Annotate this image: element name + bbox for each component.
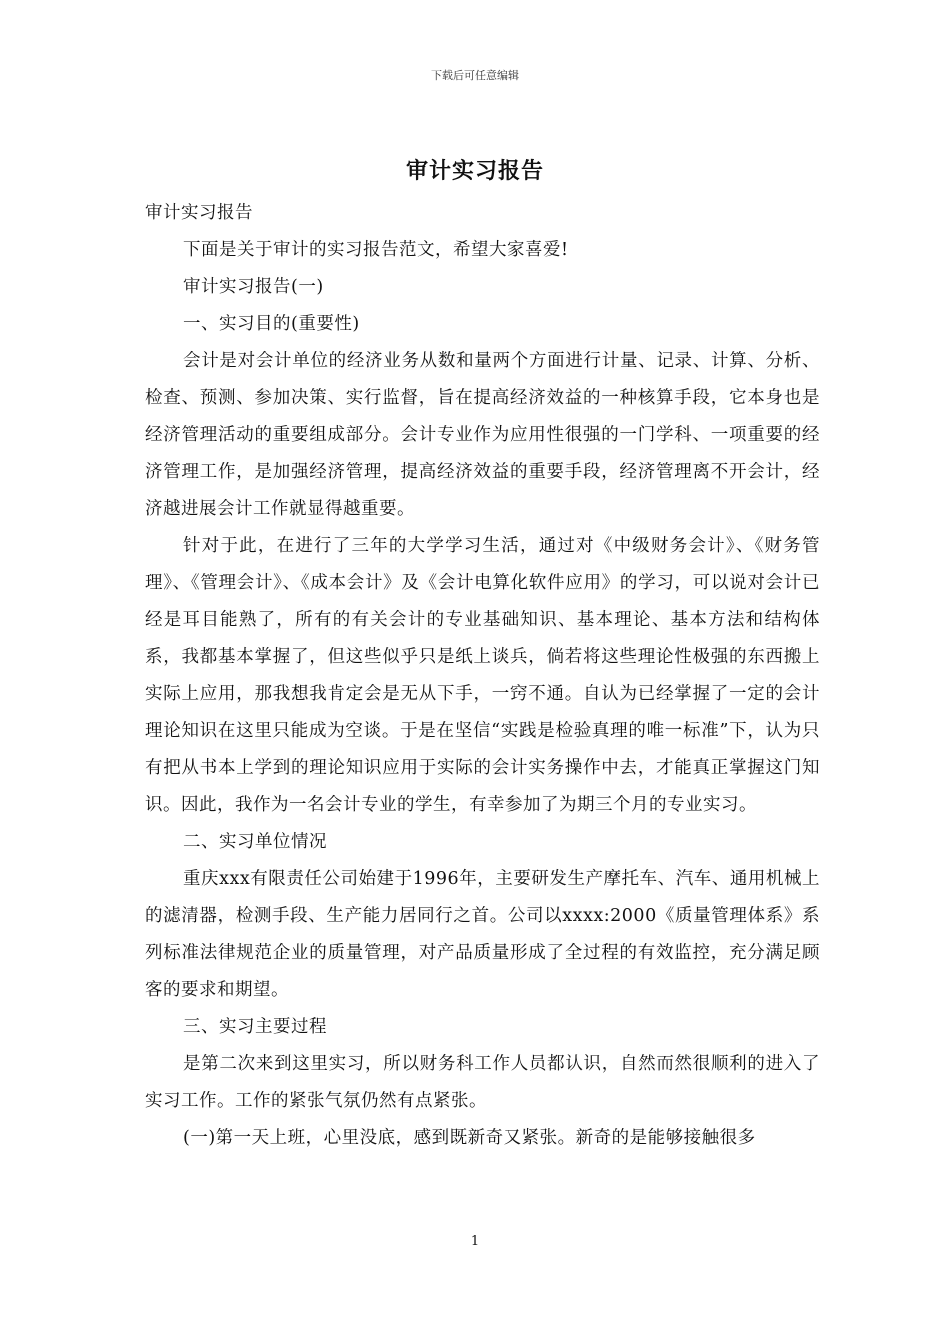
page-number: 1 xyxy=(470,1234,480,1249)
page-header-note: 下载后可任意编辑 xyxy=(431,69,519,82)
section-heading-unit: 二、实习单位情况 xyxy=(183,832,327,852)
document-title: 审计实习报告 xyxy=(405,159,544,184)
section-heading-purpose: 一、实习目的(重要性) xyxy=(183,314,360,334)
paragraph-process: 是第二次来到这里实习，所以财务科工作人员都认识，自然而然很顺利的进入了实习工作。工作的紧张气氛仍然有点紧张。 xyxy=(145,1054,820,1111)
paragraph-subtitle: 审计实习报告 xyxy=(145,203,253,223)
paragraph-first-day: (一)第一天上班，心里没底，感到既新奇又紧张。新奇的是能够接触很多 xyxy=(183,1128,756,1148)
section-heading-process: 三、实习主要过程 xyxy=(183,1017,327,1037)
paragraph-purpose: 会计是对会计单位的经济业务从数和量两个方面进行计量、记录、计算、分析、检查、预测、参加决策、实行监督，旨在提高经济效益的一种核算手段，它本身也是经济管理活动的重要组成部分。会计专业作为应用性很强的一门学科、一项重要的经济管理工作，是加强经济管理，提高经济效益的重要手段，经济管理离不开会计，经济越进展会计工作就显得越重要。 xyxy=(145,351,820,519)
paragraph-intro: 下面是关于审计的实习报告范文，希望大家喜爱! xyxy=(183,240,569,260)
section-heading-report-one: 审计实习报告(一) xyxy=(183,277,324,297)
document-body xyxy=(145,195,820,1157)
paragraph-background: 针对于此，在进行了三年的大学学习生活，通过对《中级财务会计》、《财务管理》、《管理会计》、《成本会计》及《会计电算化软件应用》的学习，可以说对会计已经是耳目能熟了，所有的有关会计的专业基础知识、基本理论、基本方法和结构体系，我都基本掌握了，但这些似乎只是纸上谈兵，倘若将这些理论性极强的东西搬上实际上应用，那我想我肯定会是无从下手，一窍不通。自认为已经掌握了一定的会计理论知识在这里只能成为空谈。于是在坚信“实践是检验真理的唯一标准”下，认为只有把从书本上学到的理论知识应用于实际的会计实务操作中去，才能真正掌握这门知识。因此，我作为一名会计专业的学生，有幸参加了为期三个月的专业实习。 xyxy=(145,536,820,815)
paragraph-unit: 重庆xxx有限责任公司始建于1996年，主要研发生产摩托车、汽车、通用机械上的滤清器，检测手段、生产能力居同行之首。公司以xxxx:2000《质量管理体系》系列标准法律规范企业的质量管理，对产品质量形成了全过程的有效监控，充分满足顾客的要求和期望。 xyxy=(145,869,820,1000)
